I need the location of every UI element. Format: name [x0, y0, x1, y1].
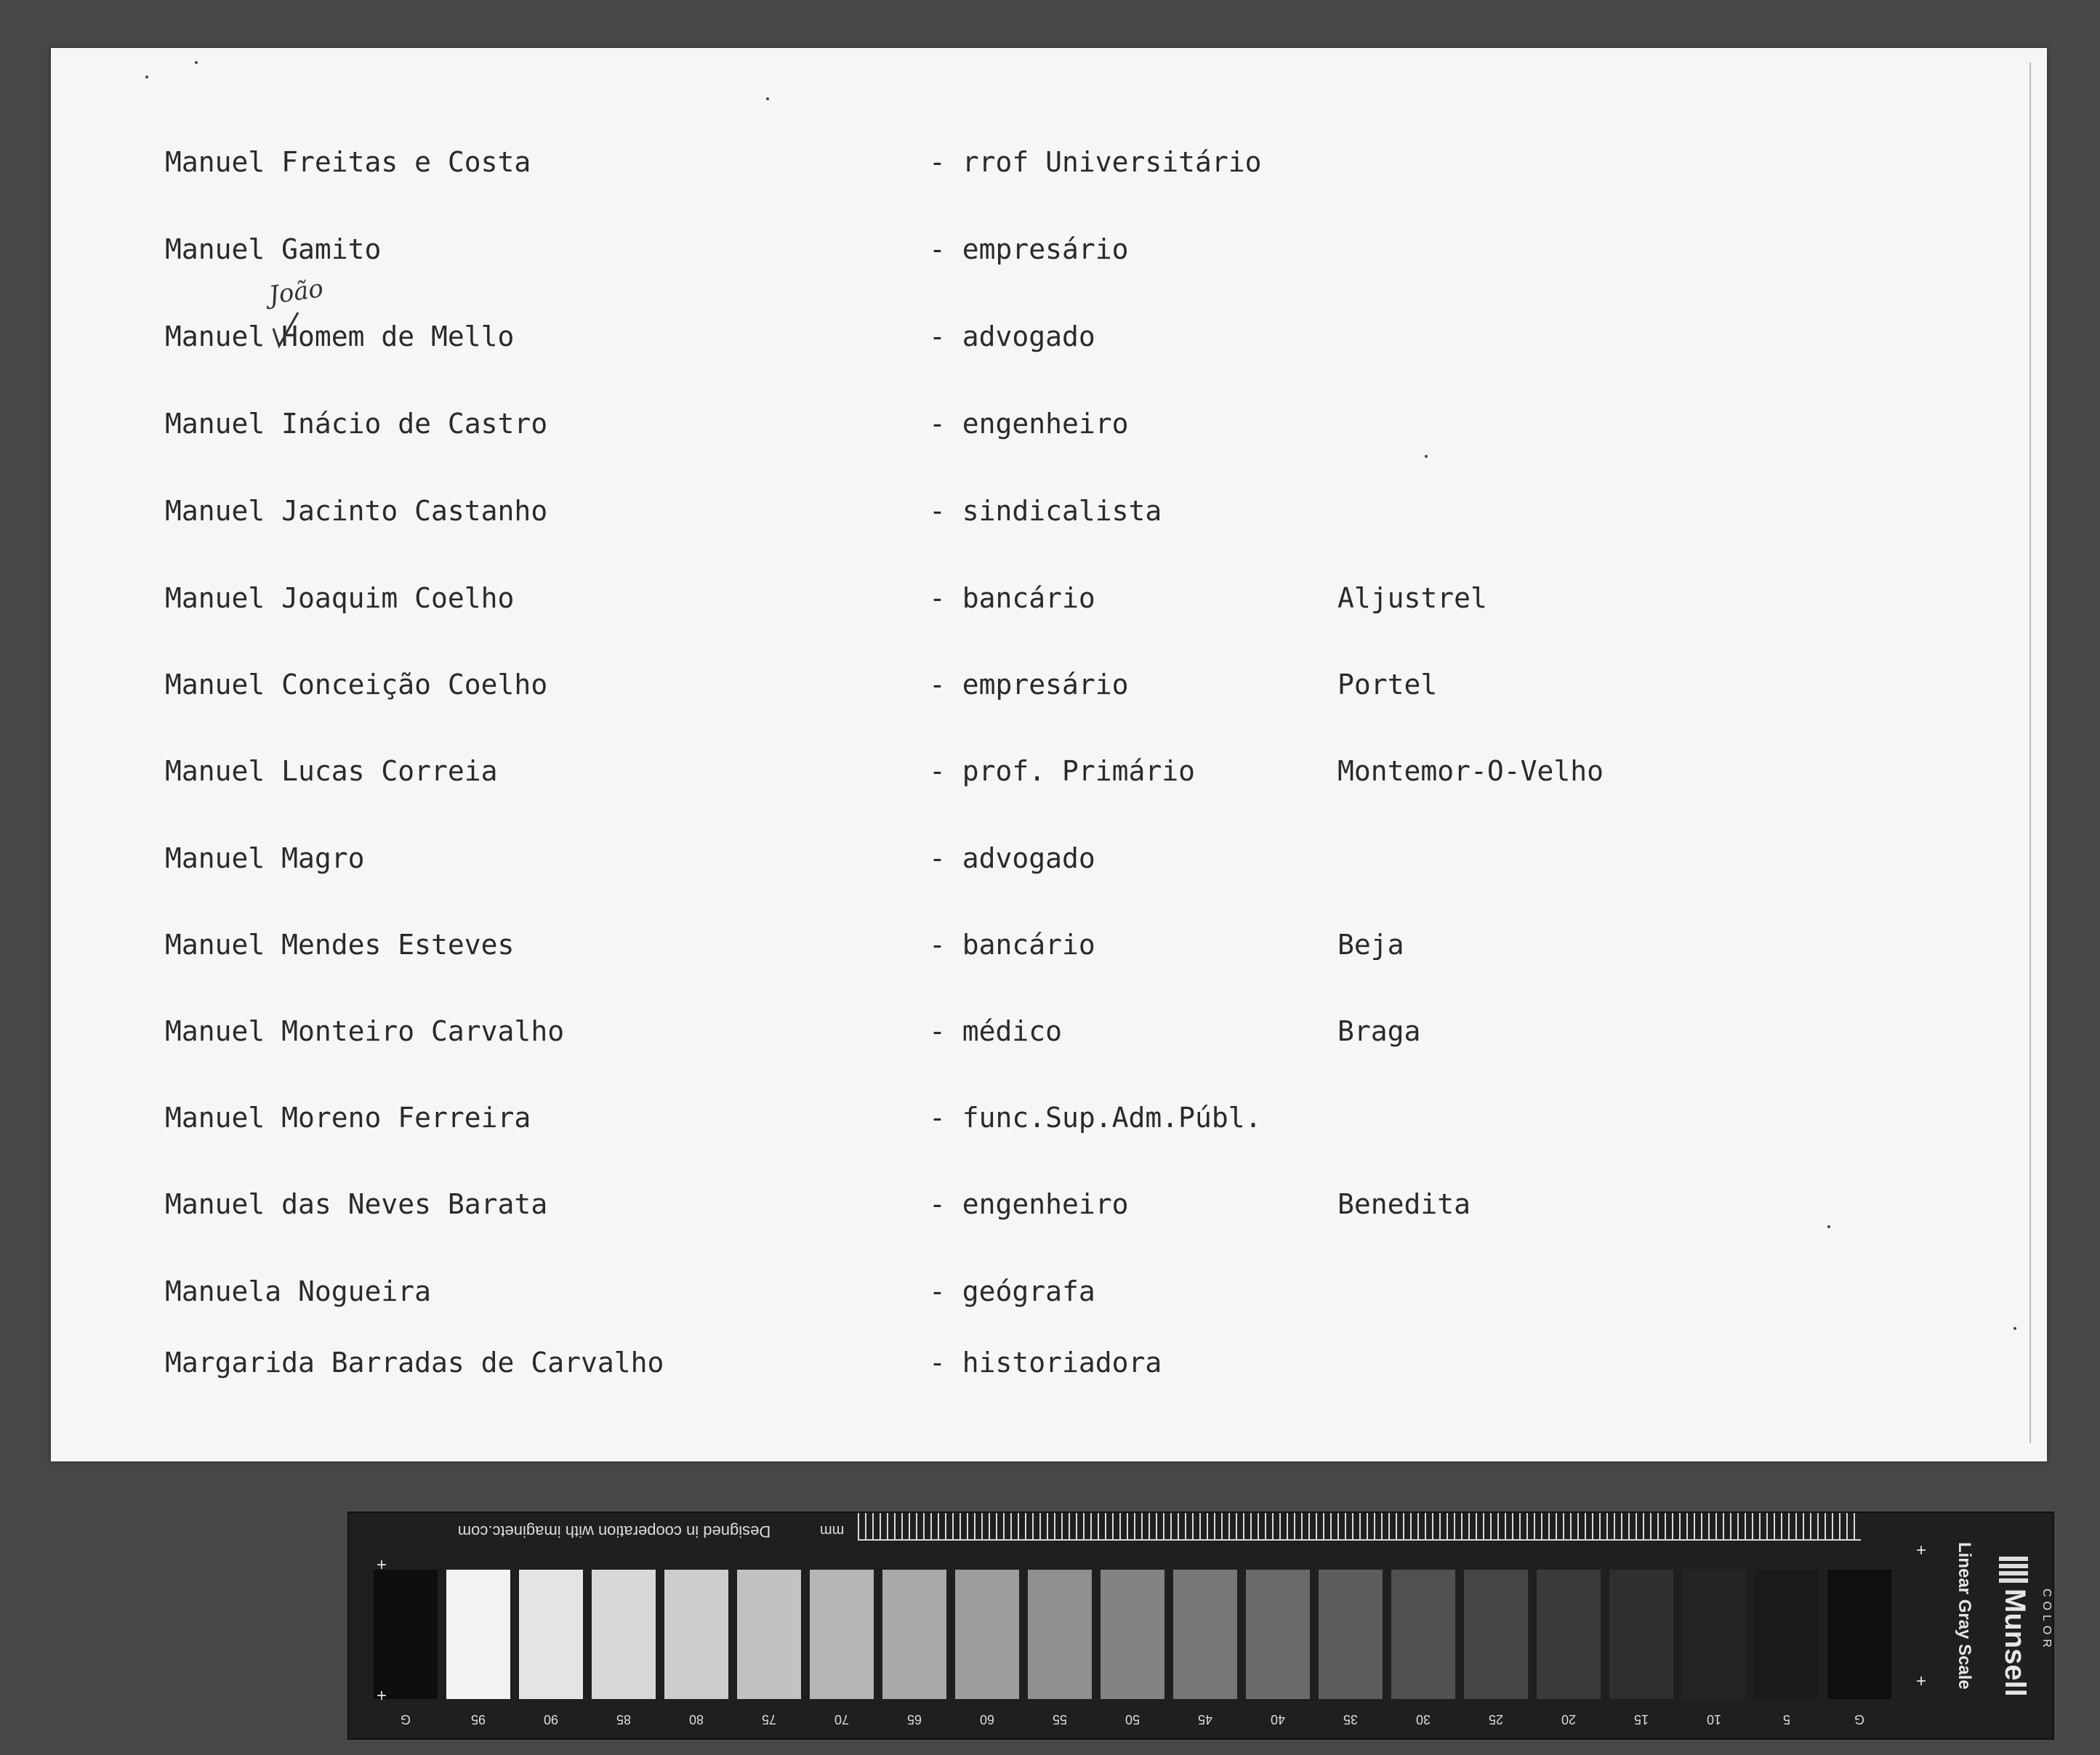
patch-label: 35 [1343, 1712, 1359, 1727]
entry-name: Manuel Mendes Esteves [165, 929, 515, 961]
check-mark-icon [269, 310, 313, 353]
color-calibration-chart [347, 1512, 2054, 1740]
entry-prof: - bancário [929, 582, 1095, 614]
entry-name: Manuel Conceição Coelho [165, 669, 548, 701]
speck [145, 76, 148, 78]
gray-patch [737, 1570, 801, 1699]
entry-name: Manuel Jacinto Castanho [165, 495, 548, 527]
brand-name: Munsell [1999, 1589, 2031, 1697]
entry-name: Manuel Gamito [165, 233, 382, 265]
entry-prof: - empresário [929, 233, 1129, 265]
gray-patch [1464, 1570, 1528, 1699]
gray-patch [882, 1570, 946, 1699]
entry-prof: - historiadora [929, 1347, 1162, 1379]
gray-patch [592, 1570, 656, 1699]
entry-name: Manuel Joaquim Coelho [165, 582, 515, 614]
entry-name: Manuel Freitas e Costa [165, 146, 531, 178]
ruler-baseline [858, 1539, 1861, 1541]
entry-name: Manuel Lucas Correia [165, 755, 498, 787]
patch-label: G [401, 1712, 411, 1727]
gray-patch [1537, 1570, 1601, 1699]
entry-prof: - func.Sup.Adm.Públ. [929, 1102, 1262, 1134]
brand-subtitle: COLOR [2040, 1589, 2053, 1652]
entry-prof: - advogado [929, 320, 1095, 352]
patch-label: 30 [1415, 1712, 1431, 1727]
gray-patch [1609, 1570, 1673, 1699]
designed-credit: Designed in cooperation with imaginetc.com [457, 1522, 771, 1541]
entry-name: Manuel Homem de Mello [165, 320, 515, 352]
patch-label: 10 [1706, 1712, 1722, 1727]
patch-label: 45 [1197, 1712, 1213, 1727]
entry-prof: - bancário [929, 929, 1095, 961]
patch-label: 55 [1052, 1712, 1068, 1727]
entry-loc: Montemor-O-Velho [1337, 755, 1604, 787]
entry-name: Manuela Nogueira [165, 1275, 432, 1307]
patch-label: 85 [616, 1712, 632, 1727]
entry-name: Manuel Monteiro Carvalho [165, 1015, 565, 1047]
gray-patch [1028, 1570, 1092, 1699]
scale-title: Linear Gray Scale [1955, 1542, 1974, 1690]
gray-patch [1173, 1570, 1237, 1699]
patch-label: 65 [906, 1712, 922, 1727]
patch-label: 50 [1125, 1712, 1140, 1727]
entry-prof: - sindicalista [929, 495, 1162, 527]
gray-patch [1391, 1570, 1455, 1699]
entry-prof: - engenheiro [929, 1188, 1129, 1220]
registration-mark-icon: + [377, 1686, 387, 1706]
entry-prof: - médico [929, 1015, 1063, 1047]
handwritten-note: João [267, 273, 326, 311]
patch-label: 25 [1488, 1712, 1504, 1727]
gray-patch [664, 1570, 728, 1699]
gray-patch [955, 1570, 1019, 1699]
entry-loc: Portel [1337, 669, 1438, 701]
speck [2013, 1327, 2016, 1330]
speck [766, 97, 769, 100]
entry-prof: - prof. Primário [929, 755, 1196, 787]
patch-label: 80 [688, 1712, 704, 1727]
entry-prof: - geógrafa [929, 1275, 1095, 1307]
patch-label: G [1854, 1712, 1865, 1727]
gray-patch [1101, 1570, 1164, 1699]
speck [1425, 455, 1428, 458]
speck [195, 61, 198, 64]
registration-mark-icon: + [1916, 1541, 1927, 1560]
patch-label: 90 [543, 1712, 559, 1727]
entry-loc: Benedita [1337, 1188, 1471, 1220]
gray-patch [446, 1570, 510, 1699]
ruler-ticks [858, 1513, 1861, 1539]
munsell-logo-icon [1999, 1554, 2028, 1583]
gray-patch [1755, 1570, 1819, 1699]
patch-label: 20 [1561, 1712, 1577, 1727]
document-page [51, 48, 2047, 1461]
gray-patch [1319, 1570, 1383, 1699]
gray-patch [1827, 1570, 1891, 1699]
gray-patch [519, 1570, 583, 1699]
patch-label: 5 [1783, 1712, 1791, 1727]
entry-name: Manuel Magro [165, 842, 365, 874]
patch-label: 75 [761, 1712, 777, 1727]
registration-mark-icon: + [1916, 1671, 1927, 1691]
speck [1827, 1225, 1830, 1228]
entry-loc: Aljustrel [1337, 582, 1487, 614]
entry-loc: Beja [1337, 929, 1404, 961]
patch-label: 15 [1633, 1712, 1649, 1727]
entry-prof: - advogado [929, 842, 1095, 874]
patch-label: 60 [979, 1712, 995, 1727]
gray-patch [810, 1570, 874, 1699]
patch-label: 70 [834, 1712, 850, 1727]
entry-prof: - rrof Universitário [929, 146, 1262, 178]
paper-edge-line [2029, 62, 2031, 1443]
registration-mark-icon: + [377, 1555, 387, 1575]
patch-label: 95 [470, 1712, 486, 1727]
entry-name: Manuel Inácio de Castro [165, 408, 548, 440]
gray-patch [1246, 1570, 1310, 1699]
entry-name: Manuel das Neves Barata [165, 1188, 548, 1220]
gray-patch [1682, 1570, 1746, 1699]
entry-prof: - engenheiro [929, 408, 1129, 440]
ruler-unit: mm [820, 1522, 845, 1538]
entry-prof: - empresário [929, 669, 1129, 701]
entry-loc: Braga [1337, 1015, 1421, 1047]
entry-name: Margarida Barradas de Carvalho [165, 1347, 664, 1379]
entry-name: Manuel Moreno Ferreira [165, 1102, 531, 1134]
patch-label: 40 [1270, 1712, 1286, 1727]
gray-patch [374, 1570, 438, 1699]
